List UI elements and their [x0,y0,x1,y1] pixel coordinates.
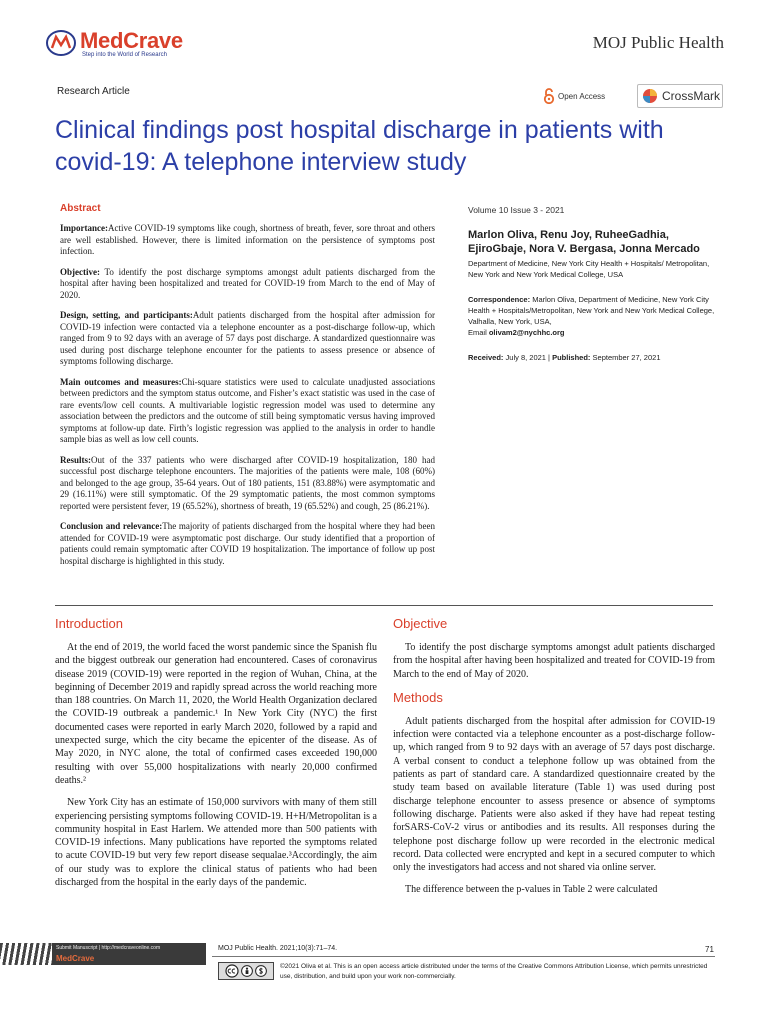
methods-heading: Methods [393,689,443,705]
authors-line-1: Marlon Oliva, Renu Joy, RuheeGadhia, [468,229,669,241]
page-number: 71 [705,945,714,954]
open-lock-icon [543,88,555,104]
body-column-left [55,616,377,898]
dates: Received: July 8, 2021 | Published: September 27, 2021 [468,353,661,362]
methods-paragraph-1: Adult patients discharged from the hospital after admission for COVID-19 infection were contacted via a telephone encounter as a post-discharge follow-up, which ranged from 9 to 92 days with an average of 57 days post discharge. A verbal consent to conduct a telephone follow up was obtained from the patients as part of standard care. A standardized questionnaire created by the study team based on available literature (Table 1) was used during post discharge telephone encounter to assess presence or absence of symptoms following discharge. Patients were also asked if they have had repeat testing forSARS-CoV-2 virus or antibodies and its results. All responses during the telephone post discharge follow up were recorded in the electronic medical record. Data collected were encrypted and kept in a secured computer to which only the investigators had access and not shared via online server. [393,715,715,874]
crossmark-icon [642,88,658,104]
article-title: Clinical findings post hospital discharge in patients with covid-19: A telephone interview study [55,116,664,176]
abstract-objective: Objective: To identify the post discharge symptoms amongst adult patients discharged from the hospital after having been hospitalized and treated for COVID-19 from March to the end of May of 2020. [60,266,435,300]
body-column-right [393,616,715,906]
section-divider [55,605,713,606]
introduction-paragraph-1: At the end of 2019, the world faced the worst pandemic since the Spanish flu and the biggest outbreak our generation had encountered. Cases of coronavirus disease 2019 (COVID-19) were reported in the region of Wuhan, China, at the beginning of December 2019 and rapidly spread across the world reaching more than 188 countries. On March 11, 2020, the World Health Organization declared the COVID-19 outbreak a pandemic.¹ In New York City (NYC) the first documented cases were reported in early March 2020, followed by a rapid and unexpected surge, which the city became the epicenter of the disease. As of May 2020, in NYC alone, the total of confirmed cases exceeded 190,000 resulting with over 55,000 hospitalizations with nearly 20,000 confirmed deaths.² [55,642,377,786]
article-type: Research Article [57,86,130,97]
objective-heading: Objective [393,616,448,631]
crossmark-button[interactable] [637,84,723,108]
abstract [60,203,435,576]
citation: MOJ Public Health. 2021;10(3):71‒74. [218,945,338,952]
affiliation: Department of Medicine, New York City Health + Hospitals/ Metropolitan, New York and New York Medical College, USA [468,259,710,279]
introduction-heading: Introduction [55,616,123,631]
methods-paragraph-2: The difference between the p-values in Table 2 were calculated [405,884,658,896]
abstract-conclusion: Conclusion and relevance:The majority of patients discharged from the hospital where they had been attended for COVID-19 were asymptomatic post discharge. Our study identified that a proportion of patients could remain symptomatic after COVID 19 hospitalization. The importance of follow up post hospital discharge is highlighted in this study. [60,521,435,566]
abstract-heading: Abstract [60,203,101,214]
volume-issue: Volume 10 Issue 3 - 2021 [468,205,565,215]
correspondence: Correspondence: Marlon Oliva, Department of Medicine, New York City Health + Hospitals/Metropolitan, New York and New York Medical College, Valhalla, New York, USA, Email olivam2@nychhc.org [468,295,715,337]
abstract-design: Design, setting, and participants:Adult patients discharged from the hospital after admission for COVID-19 infection were contacted via a telephone encounter as a post-discharge follow-up, which ranged from 9 to 92 days with an average of 57 days post discharge. A standardized questionnaire was used during post discharge telephone encounter for the patients to assess presence or absence of symptoms following discharge. [60,310,435,366]
medcrave-logo[interactable] [44,28,204,62]
abstract-importance: Importance:Active COVID-19 symptoms like cough, shortness of breath, fever, sore throat and others are well established. However, there is limited information on the persistence of symptoms post infection. [60,223,435,256]
objective-paragraph: To identify the post discharge symptoms amongst adult patients discharged from the hospital after having been hospitalized and treated for COVID-19 from March to the end of May of 2020. [393,642,715,680]
email-link[interactable]: olivam2@nychhc.org [488,328,565,337]
journal-name: MOJ Public Health [592,33,724,52]
submit-manuscript-box[interactable] [52,943,206,965]
abstract-outcomes: Main outcomes and measures:Chi-square statistics were used to calculate unadjusted associations between predictors and the symptom status outcome, and Fisher’s exact statistic was used in the case of rare events/low cell counts. A multivariable logistic regression model was used to determine any association between the predictors and the outcome of still being symptomatic versus having improved symptoms at follow-up date. Firth’s logistic regression was applied to the analysis in order to handle sample bias as well as low cell counts. [60,376,436,444]
medcrave-logo-icon [44,28,78,58]
open-access-label: Open Access [558,91,606,101]
nc-dollar-icon [255,965,267,977]
license-text: ©2021 Oliva et al. This is an open access article distributed under the terms of the Creative Commons Attribution License, which permits unrestricted use, distribution, and build upon your work non-commercially. [280,963,708,980]
brand-name: MedCrave [80,28,183,53]
brand-tagline: Step into the World of Research [82,52,167,58]
footer-divider [212,956,715,957]
introduction-paragraph-2: New York City has an estimate of 150,000 survivors with many of them still experiencing persisting symptoms following COVID-19. H+H/Metropolitan is a community hospital in East Harlem. We attended more than 500 patients with COVID-19 infections. Many publications have reported the symptoms related to acute COVID-19 but very few report disease sequalae.³Accordingly, the aim of our study was to explore the clinical status of patients who had been discharged from the hospital in the early days of the pandemic. [55,797,377,889]
by-person-icon [241,965,253,977]
authors-line-2: EjiroGbaje, Nora V. Bergasa, Jonna Mercado [468,243,700,255]
abstract-results: Results:Out of the 337 patients who were discharged after COVID-19 hospitalization, 180 had successful post discharge telephone encounters. The majorities of the patients were male, 108 (60%) and belonged to the age group, 35-64 years. Out of 180 patients, 151 (83.88%) were asymptomatic and 29 (16.11%) were still symptomatic. Of the 29 symptomatic patients, the most common symptoms reported were persistent fever, 19 (65.52%), shortness of breath, 19 (65.52%) and cough, 25 (86.21%). [60,454,435,511]
footer-brand: MedCrave [56,954,95,963]
submit-manuscript-link[interactable]: Submit Manuscript | http://medcraveonline.com [56,945,161,951]
article-info [468,205,718,363]
cc-by-nc-badge[interactable] [218,962,274,980]
cc-icon [225,964,239,978]
crossmark-label: CrossMark [662,89,721,103]
open-access-badge[interactable] [543,88,605,104]
